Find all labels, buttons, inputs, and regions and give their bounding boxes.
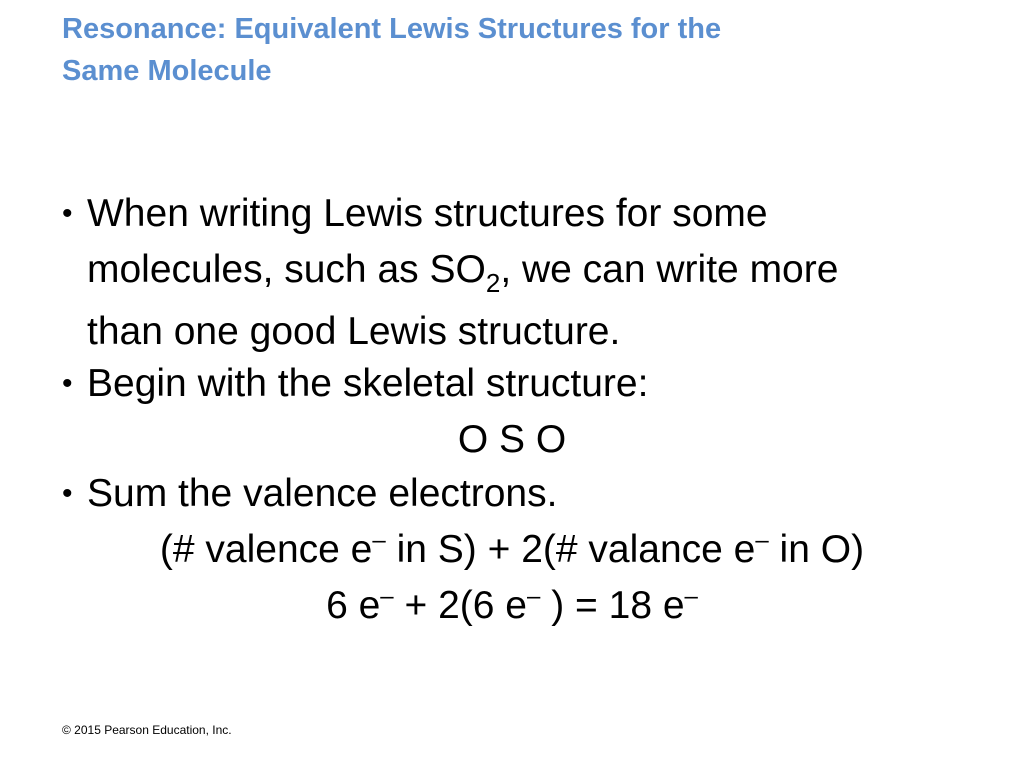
bullet-dot-icon: • [62, 197, 73, 230]
slide-title [62, 8, 962, 92]
bullet-2-text [87, 356, 648, 412]
skeletal-structure: O S O [457, 418, 567, 461]
superscript-minus: – [527, 583, 541, 610]
superscript-minus: – [380, 583, 394, 610]
superscript-minus: – [372, 527, 386, 554]
copyright-footer: © 2015 Pearson Education, Inc. [62, 723, 232, 737]
slide-title-line-1: Resonance: Equivalent Lewis Structures for the [62, 13, 722, 45]
valence-sum-result [0, 578, 1024, 634]
bullet-dot-icon: • [62, 367, 73, 400]
valence-sum-expression [0, 522, 1024, 578]
equation-2-part-1: 6 e [326, 584, 381, 627]
superscript-minus: – [684, 583, 698, 610]
bullet-1-line-3: than one good Lewis structure. [87, 310, 621, 353]
bullet-3-text [87, 466, 557, 522]
bullet-dot-icon: • [62, 477, 73, 510]
equation-2-part-3: ) = 18 e [540, 584, 685, 627]
subscript-2: 2 [485, 268, 501, 298]
bullet-1-line-2-pre: molecules, such as SO [87, 248, 486, 291]
bullet-2-line-1: Begin with the skeletal structure: [87, 362, 649, 405]
equation-1-part-1: (# valence e [159, 528, 373, 571]
bullet-1-text [87, 186, 838, 360]
equation-2-part-2: + 2(6 e [393, 584, 527, 627]
slide-title-line-2: Same Molecule [62, 55, 272, 87]
equation-1-part-3: in O) [768, 528, 865, 571]
bullet-1-line-2 [87, 242, 838, 298]
bullet-1-line-1: When writing Lewis structures for some [87, 192, 768, 235]
equation-1-part-2: in S) + 2(# valance e [385, 528, 756, 571]
bullet-1-line-2-post: , we can write more [500, 248, 839, 291]
superscript-minus: – [755, 527, 769, 554]
bullet-3-line-1: Sum the valence electrons. [87, 472, 558, 515]
